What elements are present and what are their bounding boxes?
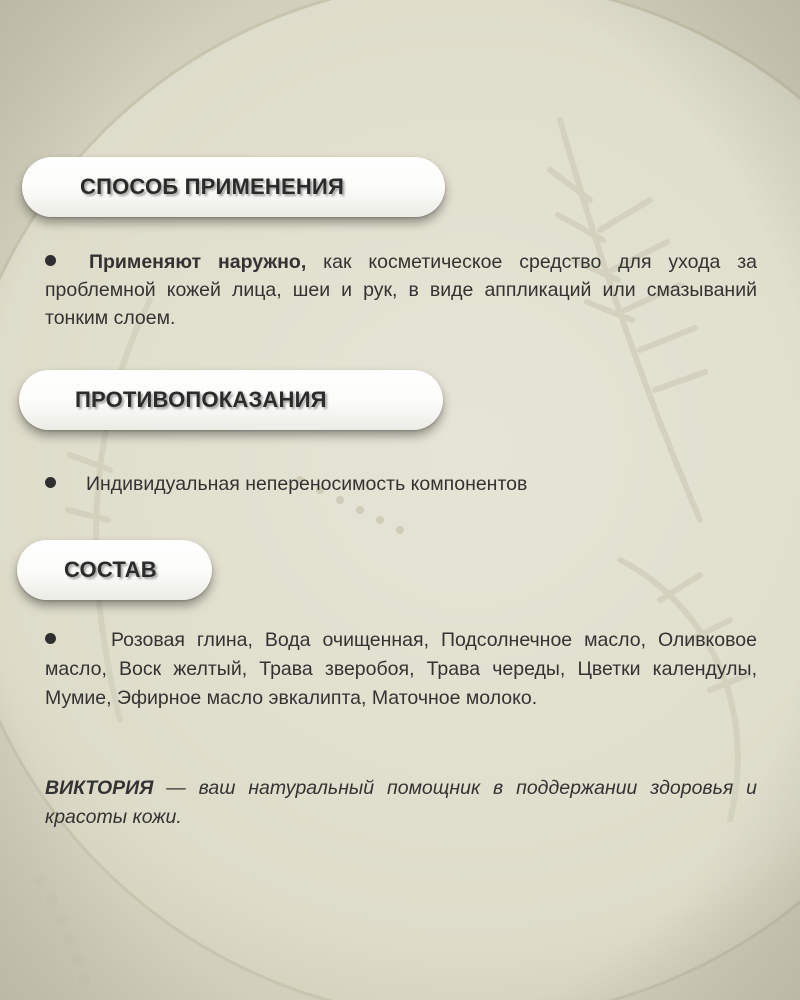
usage-text: как косметическое средство для ухода за проблемной кожей лица, шеи и рук, в виде аппликаций или смазываний тонким слоем. bbox=[45, 251, 757, 329]
section-title-contraindications: ПРОТИВОПОКАЗАНИЯ bbox=[75, 387, 327, 412]
bullet-icon bbox=[45, 255, 56, 266]
section-title-composition: СОСТАВ bbox=[64, 557, 157, 582]
contraindications-text: Индивидуальная непереносимость компонентов bbox=[86, 473, 528, 495]
bullet-icon bbox=[45, 633, 56, 644]
section-title-usage: СПОСОБ ПРИМЕНЕНИЯ bbox=[80, 174, 344, 199]
bullet-icon bbox=[45, 477, 56, 488]
contraindications-paragraph bbox=[45, 470, 757, 498]
closing-statement bbox=[45, 774, 757, 832]
usage-lead: Применяют наружно, bbox=[89, 251, 307, 273]
section-header-composition bbox=[17, 540, 212, 600]
composition-paragraph bbox=[45, 626, 757, 713]
closing-text: — ваш натуральный помощник в поддержании здоровья и красоты кожи. bbox=[45, 777, 757, 828]
section-header-usage bbox=[22, 157, 445, 217]
composition-text: Розовая глина, Вода очищенная, Подсолнечное масло, Оливковое масло, Воск желтый, Трава зверобоя, Трава череды, Цветки календулы, Мумие, Эфирное масло эвкалипта, Маточное молоко. bbox=[45, 629, 757, 709]
brand-name: ВИКТОРИЯ bbox=[45, 777, 154, 799]
usage-paragraph bbox=[45, 248, 757, 332]
section-header-contraindications bbox=[19, 370, 443, 430]
